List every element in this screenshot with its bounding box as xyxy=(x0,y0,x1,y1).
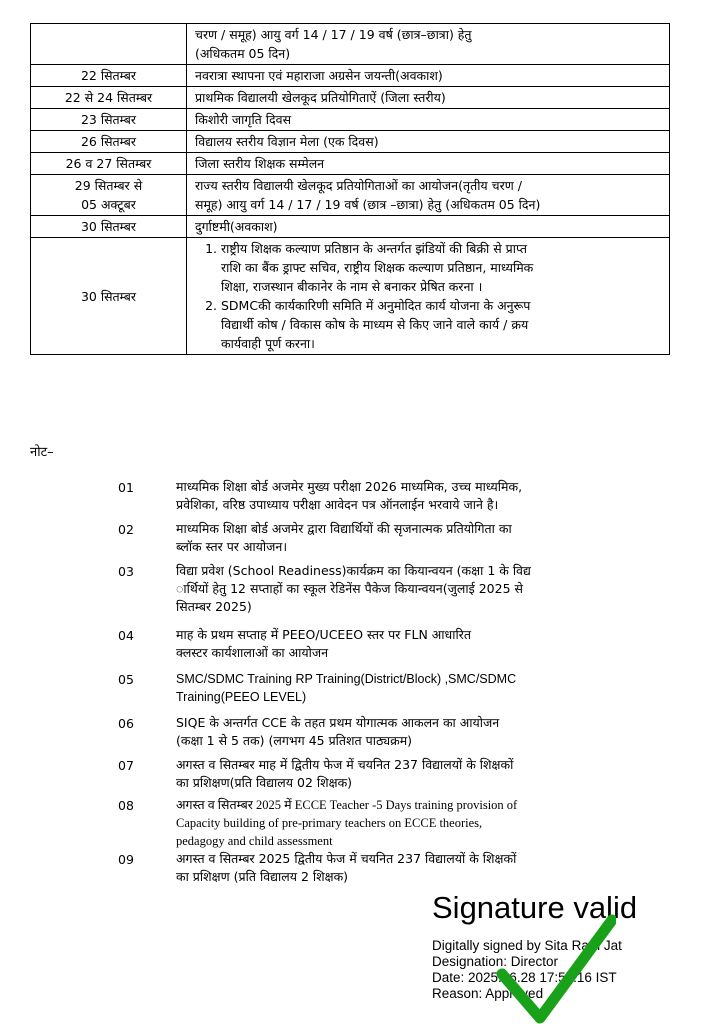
event-cell: प्राथमिक विद्यालयी खेलकूद प्रतियोगिताऐं (जिला स्तरीय) xyxy=(187,87,670,109)
event-cell xyxy=(187,238,670,355)
document-page: चरण / समूह) आयु वर्ग 14 / 17 / 19 वर्ष (छात्र–छात्रा) हेतु (अधिकतम 05 दिन) 22 सितम्बर नवरात्रा स्थापना एवं महाराजा अग्रसेन जयन्ती(अवकाश) 22 से 24 सितम्बर प्राथमिक विद्यालयी खेलकूद प्रतियोगिताऐं (जिला स्तरीय) 23 सितम्बर किशोरी जागृति दिवस 26 सितम्बर विद्यालय स्तरीय विज्ञान मेला (एक दिवस) 26 व 27 सितम्बर जिला स्तरीय शिक्षक सम्मेलन 29 सितम्बर से 05 अक्टूबर राज्य स्तरीय विद्यालयी खेलकूद प्रतियोगिताओं का आयोजन(तृतीय चरण / समूह) आयु वर्ग 14 / 17 / 19 वर्ष (छात्र –छात्रा) हेतु (अधिकतम 05 दिन) 30 सितम्बर दुर्गाष्टमी(अवकाश) 30 सितम्बर 1. राष्ट्रीय शिक्षक कल्याण प्रतिष्ठान के अन्तर्गत झंडियों की बिक्री से प्राप्त राशि का बैंक ड्राफ्ट सचिव, राष्ट्रीय शिक्षक कल्याण प्रतिष्ठान, माध्यमिक शिक्षा, राजस्थान बीकानेर के नाम से बनाकर प्रेषित करना । 2. SDMCकी कार्यकारिणी समिति में अनुमोदित कार्य योजना के अनुरूप विद्यार्थी कोष / विकास कोष के माध्यम से किए जाने वाले कार्य / क्रय कार्यवाही पूर्ण करना। नोट– 01 माध्यमिक शिक्षा बोर्ड अजमेर मुख्य परीक्षा 2026 माध्यमिक, उच्च माध्यमिक, प्रवेशिका, वरिष्ठ उपाध्याय परीक्षा आवेदन पत्र ऑनलाईन भरवाये जाने है। 02 माध्यमिक शिक्षा बोर्ड अजमेर द्वारा विद्यार्थियों की सृजनात्मक प्रतियोगिता का ब्लॉक स्तर पर आयोजन। 03 विद्या प्रवेश (School Readiness)कार्यक्रम का कियान्वयन (कक्षा 1 के विद्य ार्थियों हेतु 12 सप्ताहों का स्कूल रेडिनेंस पैकेज कियान्वयन(जुलाई 2025 से सितम्बर 2025) 04 माह के प्रथम सप्ताह में PEEO/UCEEO स्तर पर FLN आधारित क्लस्टर कार्यशालाओं का आयोजन 05 SMC/SDMC Training RP Training(District/Block) ,SMC/SDMC Training(PEEO LEVEL) 06 SIQE के अन्तर्गत CCE के तहत प्रथम योगात्मक आकलन का आयोजन (कक्षा 1 से 5 तक) (लगभग 45 प्रतिशत पाठ्यक्रम) 07 अगस्त व सितम्बर माह में द्वितीय फेज में चयनित 237 विद्यालयों के शिक्षकों का प्रशिक्षण(प्रति विद्यालय 02 शिक्षक) 08 अगस्त व सितम्बर 2025 में ECCE Teacher -5 Days training provision of Capacity building of pre-primary teachers on ECCE theories, pedagogy and child assessment 09 अगस्त व सितम्बर 2025 द्वितीय फेज में चयनित 237 विद्यालयों के शिक्षकों का प्रशिक्षण (प्रति विद्यालय 2 शिक्षक) Signature valid Digitally signed by Sita Ram Jat Designation: Director Date: 2025.06.28 17:58:16 IST Reason: Approved xyxy=(0,0,704,1024)
table-row xyxy=(31,175,670,216)
event-cell: जिला स्तरीय शिक्षक सम्मेलन xyxy=(187,153,670,175)
calendar-table xyxy=(30,23,670,355)
digital-signature-block xyxy=(420,888,704,1024)
table-row xyxy=(31,65,670,87)
date-cell: 26 सितम्बर xyxy=(31,131,187,153)
table-row xyxy=(31,109,670,131)
list-item: 1. राष्ट्रीय शिक्षक कल्याण प्रतिष्ठान के अन्तर्गत झंडियों की बिक्री से प्राप्त राशि का बैंक ड्राफ्ट सचिव, राष्ट्रीय शिक्षक कल्याण प्रतिष्ठान, माध्यमिक शिक्षा, राजस्थान बीकानेर के नाम से बनाकर प्रेषित करना । xyxy=(221,239,663,296)
list-item: 2. SDMCकी कार्यकारिणी समिति में अनुमोदित कार्य योजना के अनुरूप विद्यार्थी कोष / विकास कोष के माध्यम से किए जाने वाले कार्य / क्रय कार्यवाही पूर्ण करना। xyxy=(221,296,663,353)
event-cell: नवरात्रा स्थापना एवं महाराजा अग्रसेन जयन्ती(अवकाश) xyxy=(187,65,670,87)
event-cell: राज्य स्तरीय विद्यालयी खेलकूद प्रतियोगिताओं का आयोजन(तृतीय चरण / समूह) आयु वर्ग 14 / 17 / 19 वर्ष (छात्र –छात्रा) हेतु (अधिकतम 05 दिन) xyxy=(187,175,670,216)
table-row xyxy=(31,24,670,65)
note-heading: नोट– xyxy=(30,445,54,460)
date-cell: 26 व 27 सितम्बर xyxy=(31,153,187,175)
date-cell: 22 से 24 सितम्बर xyxy=(31,87,187,109)
checkmark-icon xyxy=(496,914,616,1024)
date-cell: 30 सितम्बर xyxy=(31,238,187,355)
event-cell: दुर्गाष्टमी(अवकाश) xyxy=(187,216,670,238)
signature-title: Signature valid xyxy=(432,890,638,925)
signature-details: Digitally signed by Sita Ram Jat Designation: Director Date: 2025.06.28 17:58:16 IST Reason: Approved xyxy=(432,938,622,1001)
event-cell: चरण / समूह) आयु वर्ग 14 / 17 / 19 वर्ष (छात्र–छात्रा) हेतु (अधिकतम 05 दिन) xyxy=(187,24,670,65)
table-row xyxy=(31,153,670,175)
date-cell: 23 सितम्बर xyxy=(31,109,187,131)
date-cell: 30 सितम्बर xyxy=(31,216,187,238)
date-cell: 22 सितम्बर xyxy=(31,65,187,87)
sub-list xyxy=(195,239,663,353)
date-cell xyxy=(31,24,187,65)
event-cell: विद्यालय स्तरीय विज्ञान मेला (एक दिवस) xyxy=(187,131,670,153)
table-row xyxy=(31,131,670,153)
date-cell: 29 सितम्बर से 05 अक्टूबर xyxy=(31,175,187,216)
table-row xyxy=(31,216,670,238)
table-row xyxy=(31,238,670,355)
table-row xyxy=(31,87,670,109)
event-cell: किशोरी जागृति दिवस xyxy=(187,109,670,131)
